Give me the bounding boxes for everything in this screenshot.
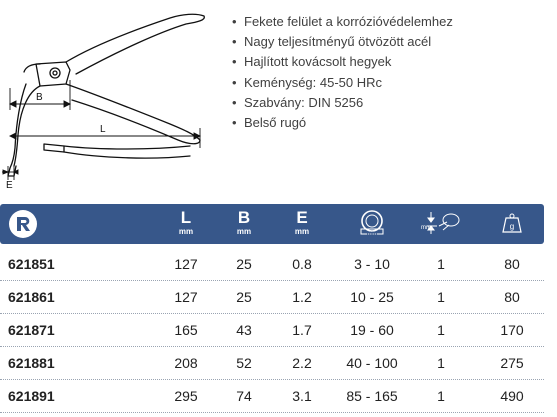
feature-item: • Keménység: 45-50 HRc bbox=[232, 74, 383, 90]
svg-text:g: g bbox=[509, 222, 515, 231]
plier-drawing bbox=[0, 0, 230, 190]
header-length: L mm bbox=[178, 208, 194, 236]
header-e: E mm bbox=[294, 208, 310, 236]
feature-item: • Nagy teljesítményű ötvözött acél bbox=[232, 34, 432, 50]
table-row: 621891 295 74 3.1 85 - 165 1 490 bbox=[0, 380, 544, 413]
brand-logo bbox=[4, 204, 42, 244]
plier-diagram bbox=[0, 0, 230, 190]
weight-icon bbox=[501, 212, 523, 234]
feature-list bbox=[230, 12, 453, 133]
header-range: mm bbox=[350, 204, 394, 244]
feature-item: • Szabvány: DIN 5256 bbox=[232, 94, 364, 110]
table-row: 621881 208 52 2.2 40 - 100 1 275 bbox=[0, 347, 544, 380]
feature-item: • Hajlított kovácsolt hegyek bbox=[232, 54, 392, 70]
header-angle bbox=[414, 204, 468, 244]
svg-text:mm: mm bbox=[421, 225, 431, 231]
caliper-icon bbox=[419, 210, 463, 236]
feature-item: • Belső rugó bbox=[232, 114, 307, 130]
table-row: 621871 165 43 1.7 19 - 60 1 170 bbox=[0, 314, 544, 347]
table-header bbox=[0, 204, 544, 244]
label-b: B bbox=[36, 92, 43, 103]
feature-item: • Fekete felület a korrózióvédelemhez bbox=[232, 14, 453, 29]
table-row: 621851 127 25 0.8 3 - 10 1 80 bbox=[0, 248, 544, 281]
label-l: L bbox=[100, 124, 106, 135]
label-e: E bbox=[6, 180, 13, 190]
table-row: 621861 127 25 1.2 10 - 25 1 80 bbox=[0, 281, 544, 314]
header-b: B mm bbox=[236, 208, 252, 236]
header-weight bbox=[494, 204, 530, 244]
brand-logo-icon bbox=[8, 209, 38, 239]
